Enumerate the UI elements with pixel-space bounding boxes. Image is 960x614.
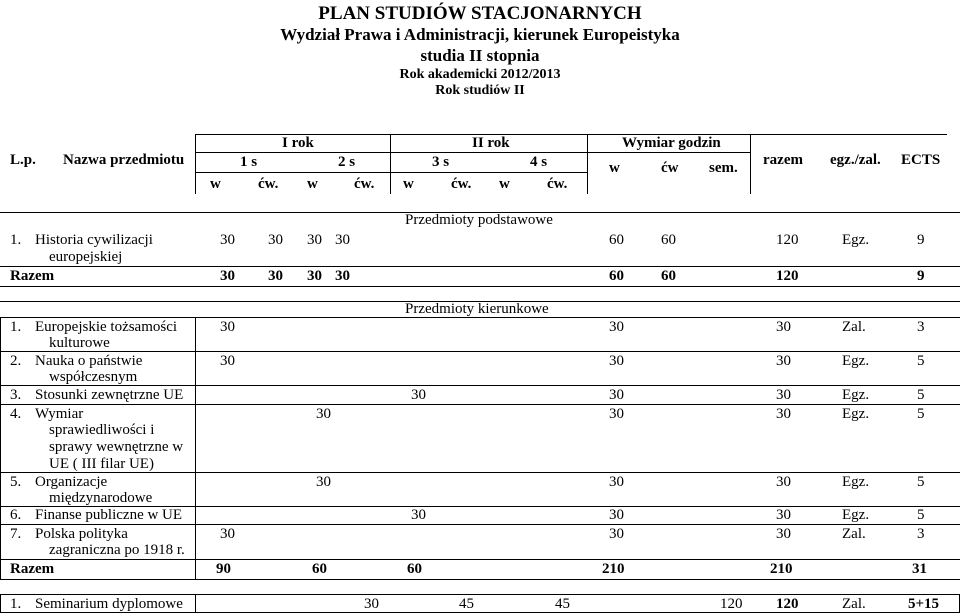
cell-seminar-1: 30 — [364, 596, 379, 612]
header-w: w — [210, 176, 221, 192]
subject-name: Polska polityka — [35, 526, 128, 542]
row-lp: 6. — [10, 507, 22, 523]
subject-name: Nauka o państwie — [35, 353, 143, 369]
cell-hours-w: 30 — [609, 526, 624, 542]
row-lp: 2. — [10, 353, 22, 369]
sum-razem: 210 — [770, 561, 793, 577]
section-title-basic: Przedmioty podstawowe — [405, 212, 553, 228]
subject-name: Organizacje — [35, 474, 108, 490]
sum-v4: 30 — [335, 268, 350, 284]
level-line: studia II stopnia — [420, 46, 540, 65]
cell-ects: 3 — [917, 319, 925, 335]
cell-ects: 3 — [917, 526, 925, 542]
cell-w3: 30 — [411, 387, 426, 403]
cell-ects: 5 — [917, 507, 925, 523]
faculty-line: Wydział Prawa i Administracji, kierunek Europeistyka — [280, 25, 680, 44]
subject-name: Finanse publiczne w UE — [35, 507, 183, 523]
header-lp: L.p. — [10, 152, 36, 168]
header-subject-name: Nazwa przedmiotu — [63, 152, 185, 168]
header-hours-w: w — [609, 160, 620, 176]
subject-name-cont: współczesnym — [49, 369, 138, 385]
cell-razem: 120 — [776, 596, 799, 612]
subject-name-cont: europejskiej — [49, 249, 123, 265]
cell-egz: Egz. — [842, 387, 870, 403]
header-cw: ćw. — [258, 176, 279, 192]
sum-hours-w: 210 — [602, 561, 625, 577]
sum-w1: 90 — [216, 561, 231, 577]
row-lp: 1. — [10, 319, 22, 335]
cell-hours-cw: 60 — [661, 232, 676, 248]
subject-name-cont: zagraniczna po 1918 r. — [49, 542, 185, 558]
header-egz-zal: egz./zal. — [830, 152, 881, 168]
cell-w1: 30 — [220, 353, 235, 369]
sum-razem: 120 — [776, 268, 799, 284]
header-sem-1: 1 s — [240, 154, 258, 170]
sum-v2: 30 — [268, 268, 283, 284]
header-razem: razem — [763, 152, 803, 168]
sum-w3: 60 — [407, 561, 422, 577]
cell-sem4-w: 30 — [335, 232, 350, 248]
header-year-2: II rok — [472, 135, 510, 151]
row-lp: 3. — [10, 387, 22, 403]
header-hours-sem: sem. — [709, 160, 738, 176]
row-lp: 1. — [10, 596, 22, 612]
sum-hours-cw: 60 — [661, 268, 676, 284]
academic-year: Rok akademicki 2012/2013 — [399, 67, 561, 82]
subject-name-cont: kulturowe — [49, 335, 110, 351]
cell-egz: Egz. — [842, 507, 870, 523]
cell-w2: 30 — [316, 406, 331, 422]
cell-hours-w: 30 — [609, 387, 624, 403]
cell-w3: 30 — [411, 507, 426, 523]
header-cw: ćw. — [354, 176, 375, 192]
cell-razem: 30 — [776, 406, 791, 422]
cell-hours-w: 60 — [609, 232, 624, 248]
sum-ects: 9 — [917, 268, 925, 284]
cell-egz: Egz. — [842, 353, 870, 369]
subject-name-cont: sprawiedliwości i — [49, 422, 155, 438]
header-w: w — [307, 176, 318, 192]
row-lp: 5. — [10, 474, 22, 490]
page-title: PLAN STUDIÓW STACJONARNYCH — [318, 3, 642, 24]
cell-ects: 5+15 — [908, 596, 940, 612]
cell-ects: 9 — [917, 232, 925, 248]
cell-egz: Egz. — [842, 232, 870, 248]
cell-hours-w: 30 — [609, 474, 624, 490]
sum-label: Razem — [10, 561, 55, 577]
cell-hours-sem: 120 — [720, 596, 743, 612]
row-lp: 4. — [10, 406, 22, 422]
cell-razem: 30 — [776, 474, 791, 490]
cell-ects: 5 — [917, 387, 925, 403]
subject-name: Seminarium dyplomowe — [35, 596, 183, 612]
subject-name: Wymiar — [35, 406, 84, 422]
header-hours-cw: ćw — [661, 160, 679, 176]
cell-egz: Egz. — [842, 406, 870, 422]
subject-name: Stosunki zewnętrzne UE — [35, 387, 184, 403]
header-cw: ćw. — [547, 176, 568, 192]
cell-razem: 30 — [776, 353, 791, 369]
cell-sem2-w: 30 — [268, 232, 283, 248]
header-sem-4: 4 s — [530, 154, 548, 170]
header-w: w — [403, 176, 414, 192]
cell-hours-w: 30 — [609, 353, 624, 369]
cell-razem: 30 — [776, 387, 791, 403]
cell-razem: 30 — [776, 507, 791, 523]
cell-hours-w: 30 — [609, 507, 624, 523]
subject-name-cont: sprawy wewnętrzne w — [49, 439, 184, 455]
header-sem-3: 3 s — [432, 154, 450, 170]
cell-egz: Zal. — [842, 526, 866, 542]
cell-razem: 120 — [776, 232, 799, 248]
sum-label: Razem — [10, 268, 55, 284]
header-w: w — [499, 176, 510, 192]
header-ects: ECTS — [901, 152, 941, 168]
sum-v1: 30 — [220, 268, 235, 284]
row-lp: 1. — [10, 232, 22, 248]
subject-name: Historia cywilizacji — [35, 232, 153, 248]
study-year: Rok studiów II — [435, 83, 525, 98]
cell-ects: 5 — [917, 406, 925, 422]
row-lp: 7. — [10, 526, 22, 542]
header-cw: ćw. — [451, 176, 472, 192]
cell-hours-w: 30 — [609, 319, 624, 335]
cell-razem: 30 — [776, 526, 791, 542]
cell-w2: 30 — [316, 474, 331, 490]
cell-w1: 30 — [220, 319, 235, 335]
cell-egz: Zal. — [842, 319, 866, 335]
cell-ects: 5 — [917, 474, 925, 490]
section-title-major: Przedmioty kierunkowe — [405, 301, 549, 317]
cell-sem3-w: 30 — [307, 232, 322, 248]
subject-name: Europejskie tożsamości — [35, 319, 178, 335]
cell-sem1-w: 30 — [220, 232, 235, 248]
cell-egz: Egz. — [842, 474, 870, 490]
cell-seminar-3: 45 — [555, 596, 570, 612]
sum-ects: 31 — [912, 561, 927, 577]
sum-hours-w: 60 — [609, 268, 624, 284]
sum-w2: 60 — [312, 561, 327, 577]
cell-hours-w: 30 — [609, 406, 624, 422]
header-sem-2: 2 s — [338, 154, 356, 170]
cell-seminar-2: 45 — [459, 596, 474, 612]
sum-v3: 30 — [307, 268, 322, 284]
subject-name-cont: międzynarodowe — [49, 490, 153, 506]
subject-name-cont: UE ( III filar UE) — [49, 456, 154, 472]
cell-w1: 30 — [220, 526, 235, 542]
header-year-1: I rok — [282, 135, 314, 151]
header-hours: Wymiar godzin — [622, 135, 721, 151]
cell-razem: 30 — [776, 319, 791, 335]
cell-ects: 5 — [917, 353, 925, 369]
cell-egz: Zal. — [842, 596, 866, 612]
